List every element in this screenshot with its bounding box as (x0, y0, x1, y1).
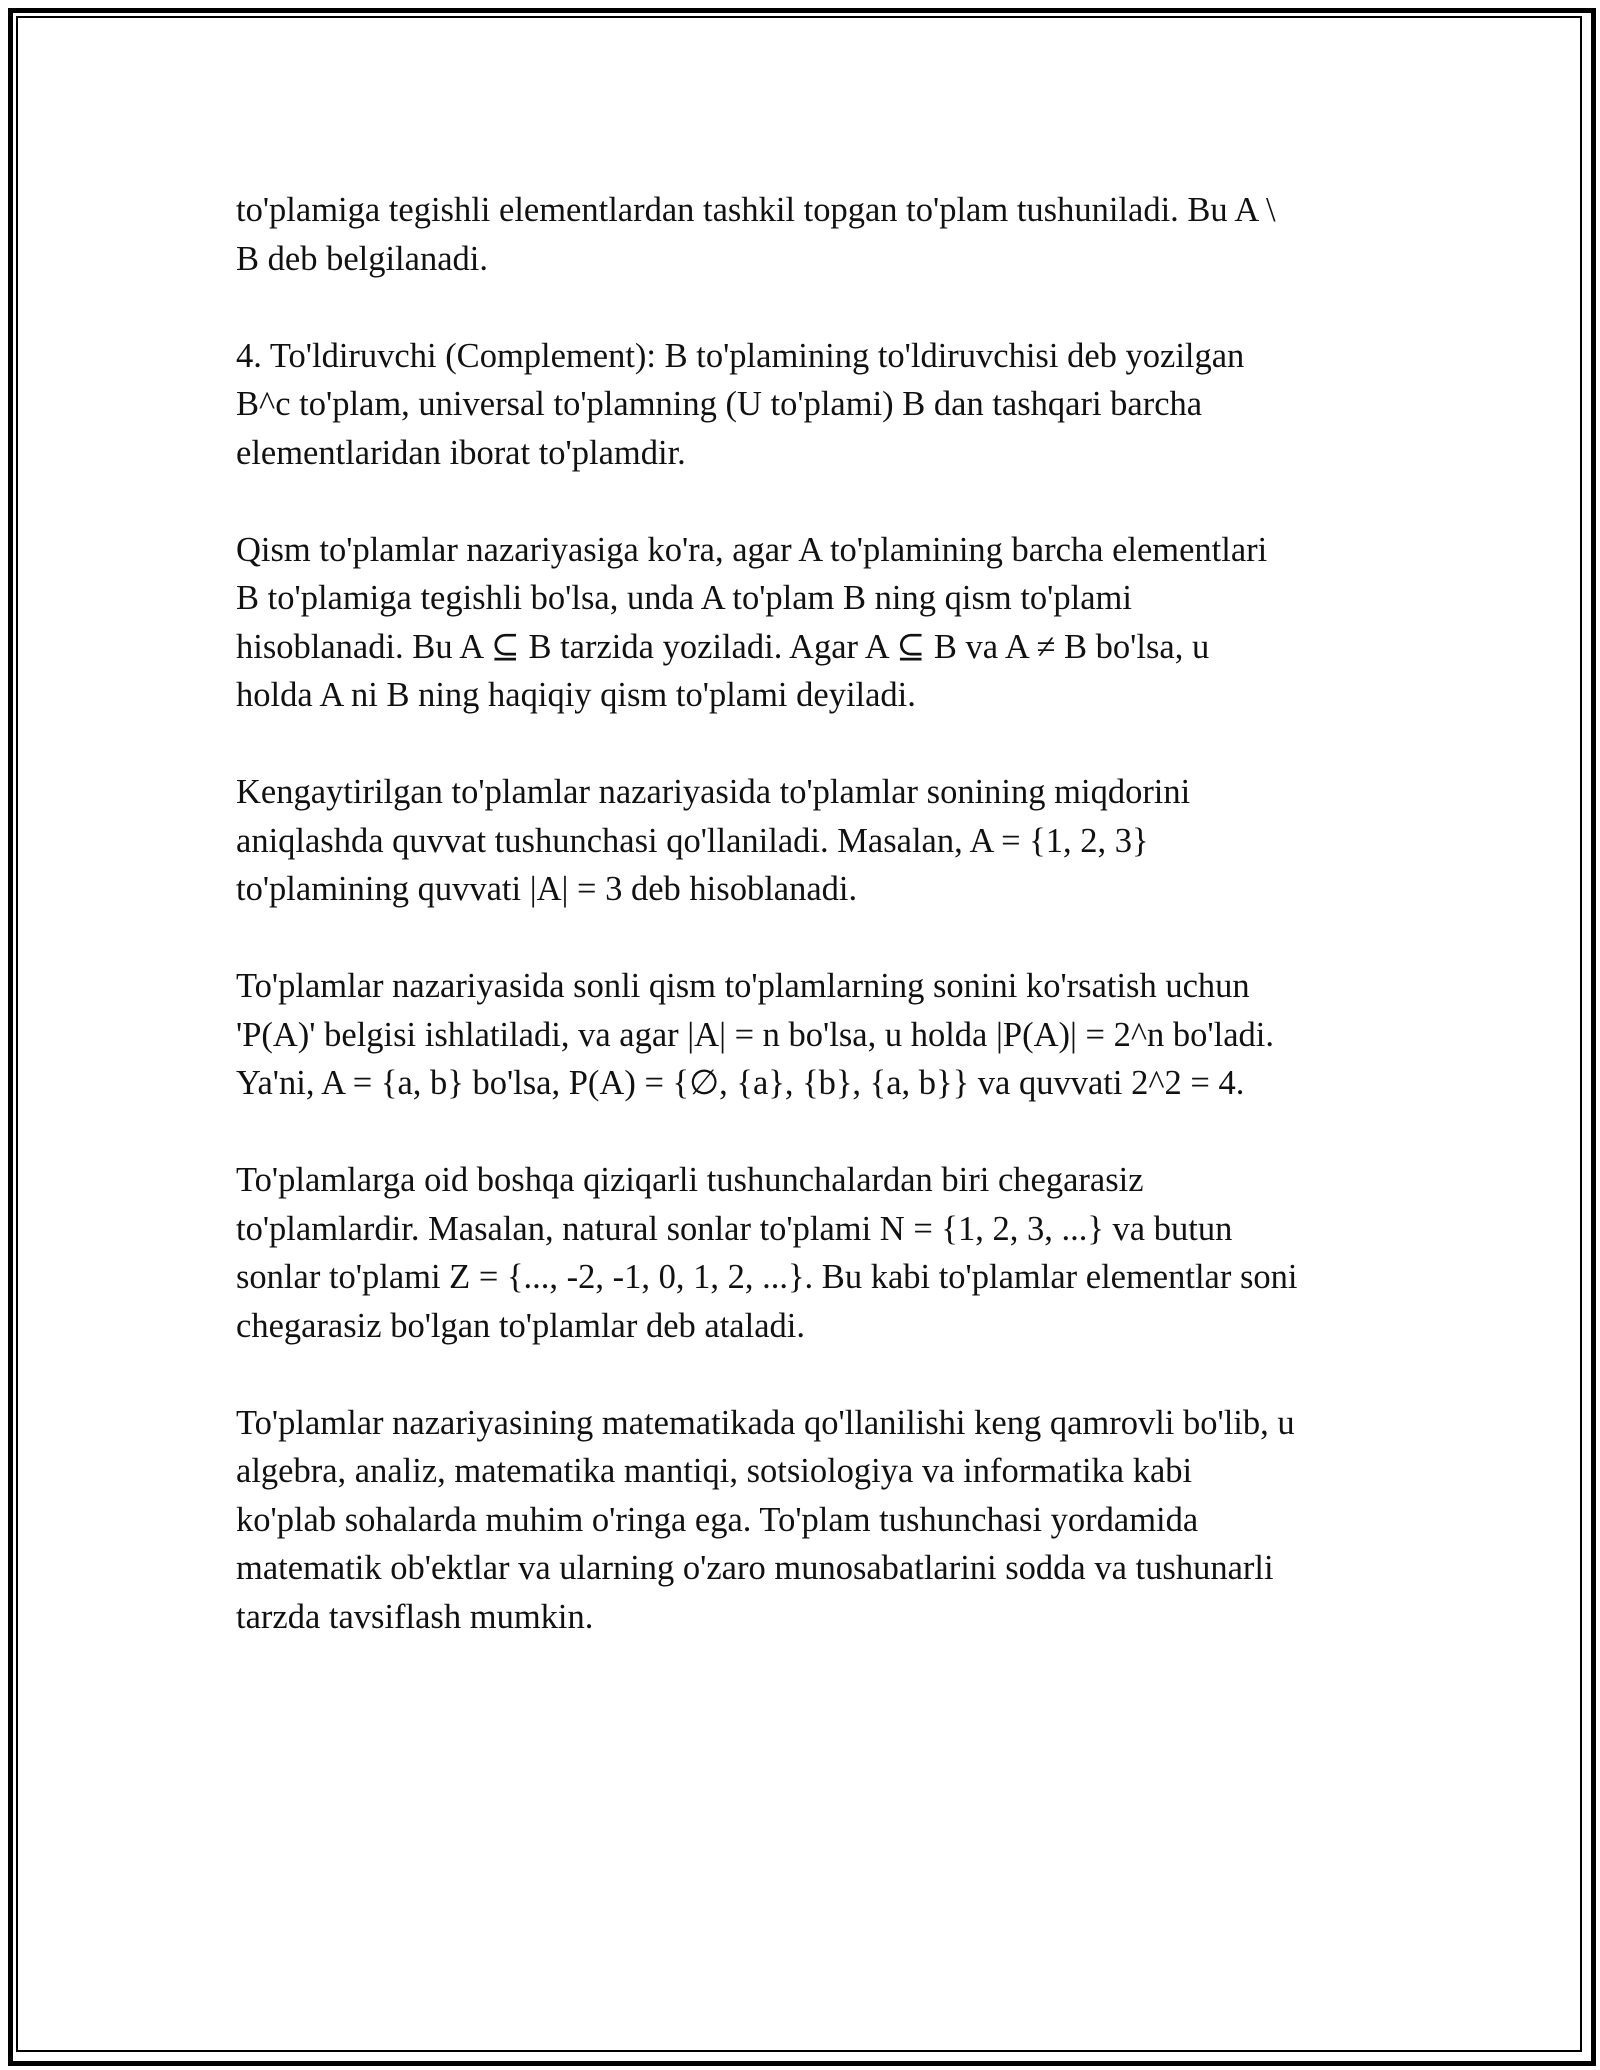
text-line: B to'plamiga tegishli bo'lsa, unda A to'plam B ning qism to'plami (236, 579, 1132, 617)
text-line: sonlar to'plami Z = {..., -2, -1, 0, 1, 2, ...}. Bu kabi to'plamlar elementlar soni (236, 1258, 1298, 1296)
paragraph-infinite-sets (236, 1156, 1382, 1350)
text-line: aniqlashda quvvat tushunchasi qo'llaniladi. Masalan, A = {1, 2, 3} (236, 821, 1149, 860)
text-line: to'plamiga tegishli elementlardan tashkil topgan to'plam tushuniladi. Bu A \ (236, 191, 1276, 229)
text-line: to'plamining quvvati |A| = 3 deb hisoblanadi. (236, 870, 858, 908)
text-line: chegarasiz bo'lgan to'plamlar deb ataladi. (236, 1306, 805, 1345)
text-line: B^c to'plam, universal to'plamning (U to'plami) B dan tashqari barcha (236, 385, 1203, 423)
text-line: To'plamlarga oid boshqa qiziqarli tushunchalardan biri chegarasiz (236, 1161, 1144, 1199)
text-line: B deb belgilanadi. (236, 239, 488, 278)
paragraph-subsets (236, 526, 1382, 720)
text-line: hisoblanadi. Bu A ⊆ B tarzida yoziladi. Agar A ⊆ B va A ≠ B bo'lsa, u (236, 627, 1210, 666)
paragraph-difference-continuation (236, 186, 1382, 283)
paragraph-cardinality (236, 768, 1382, 914)
text-line: 'P(A)' belgisi ishlatiladi, va agar |A| = n bo'lsa, u holda |P(A)| = 2^n bo'ladi. (236, 1015, 1274, 1054)
text-line: Ya'ni, A = {a, b} bo'lsa, P(A) = {∅, {a}, {b}, {a, b}} va quvvati 2^2 = 4. (236, 1064, 1245, 1102)
text-line: holda A ni B ning haqiqiy qism to'plami deyiladi. (236, 676, 916, 714)
text-line: to'plamlardir. Masalan, natural sonlar to'plami N = {1, 2, 3, ...} va butun (236, 1209, 1233, 1248)
paragraph-complement (236, 332, 1382, 478)
text-line: Kengaytirilgan to'plamlar nazariyasida to'plamlar sonining miqdorini (236, 773, 1191, 811)
text-line: matematik ob'ektlar va ularning o'zaro munosabatlarini sodda va tushunarli (236, 1549, 1274, 1587)
text-line: To'plamlar nazariyasining matematikada qo'llanilishi keng qamrovli bo'lib, u (236, 1403, 1295, 1442)
paragraph-applications (236, 1399, 1382, 1642)
text-line: ko'plab sohalarda muhim o'ringa ega. To'plam tushunchasi yordamida (236, 1500, 1199, 1539)
text-line: Qism to'plamlar nazariyasiga ko'ra, agar A to'plamining barcha elementlari (236, 530, 1268, 569)
document-body (236, 186, 1382, 1690)
text-line: To'plamlar nazariyasida sonli qism to'plamlarning sonini ko'rsatish uchun (236, 967, 1250, 1005)
text-line: tarzda tavsiflash mumkin. (236, 1597, 594, 1636)
text-line: elementlaridan iborat to'plamdir. (236, 433, 686, 472)
text-line: 4. To'ldiruvchi (Complement): B to'plamining to'ldiruvchisi deb yozilgan (236, 336, 1245, 375)
text-line: algebra, analiz, matematika mantiqi, sotsiologiya va informatika kabi (236, 1452, 1193, 1490)
paragraph-power-set (236, 962, 1382, 1108)
